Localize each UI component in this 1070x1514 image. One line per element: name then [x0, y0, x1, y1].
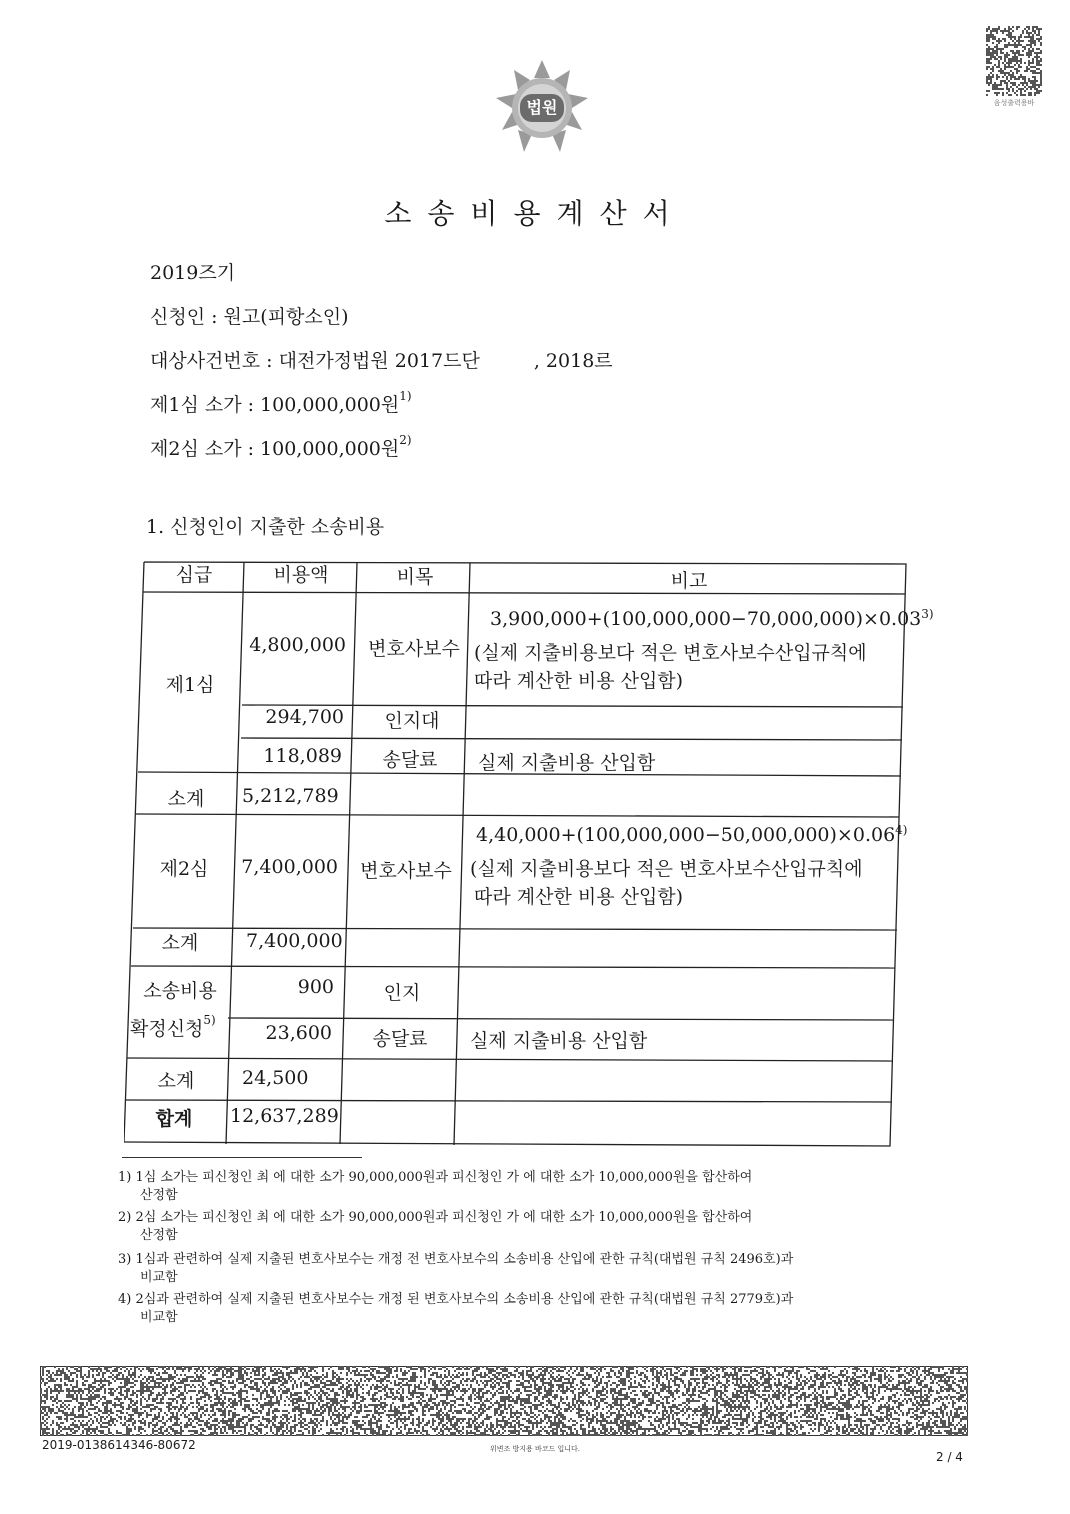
document-title: 소송비용계산서: [384, 197, 686, 230]
footnote-2-line2: 산정함: [140, 1228, 178, 1243]
first-fee-formula-text: 3,900,000+(100,000,000−70,000,000)×0.03: [490, 608, 922, 630]
first-fee-note-line3: 따라 계산한 비용 산입함): [474, 670, 684, 692]
confirm-postage-item: 송달료: [372, 1028, 428, 1050]
first-fee-note-formula: [490, 608, 934, 630]
total-label: 합계: [155, 1108, 193, 1130]
second-fee-amount: 7,400,000: [241, 856, 338, 878]
footnote-3-line1: 3) 1심과 관련하여 실제 지출된 변호사보수는 개정 전 변호사보수의 소송비용 산입에 관한 규칙(대법원 규칙 2496호)과: [118, 1252, 794, 1267]
applicant-line: 신청인 : 원고(피항소인): [150, 306, 349, 328]
second-instance-value: [150, 434, 412, 461]
first-fee-amount: 4,800,000: [249, 634, 346, 656]
confirm-postage-amount: 23,600: [265, 1022, 332, 1044]
seal-label: 법원: [520, 94, 564, 122]
qr-caption: 음성출력용바: [993, 99, 1035, 107]
footnote-ref-5: 5): [203, 1013, 216, 1027]
target-case-line: [150, 346, 613, 373]
court-seal: [490, 58, 594, 158]
footnote-4-line2: 비교함: [140, 1310, 178, 1325]
header-instance: 심급: [175, 564, 213, 586]
second-subtotal-amount: 7,400,000: [246, 930, 343, 952]
page-number: 2 / 4: [936, 1450, 963, 1464]
footnote-2-line1: 2) 2심 소가는 피신청인 최 에 대한 소가 90,000,000원과 피신청인 가 에 대한 소가 10,000,000원을 합산하여: [118, 1210, 753, 1225]
confirm-stamp-item: 인지: [383, 982, 421, 1004]
anti-forgery-barcode: [40, 1366, 968, 1436]
footnote-3-line2: 비교함: [140, 1270, 178, 1285]
confirm-subtotal-amount: 24,500: [242, 1067, 309, 1089]
document-id: 2019-0138614346-80672: [42, 1438, 196, 1452]
barcode-caption: 위변조 방지용 바코드 입니다.: [489, 1445, 581, 1453]
header-item: 비목: [396, 566, 434, 588]
first-instance-value-text: 제1심 소가 : 100,000,000원: [150, 394, 400, 416]
header-amount: 비용액: [273, 564, 329, 586]
qr-code: [986, 26, 1042, 96]
header-remarks: 비고: [670, 570, 708, 592]
footnote-1-line1: 1) 1심 소가는 피신청인 최 에 대한 소가 90,000,000원과 피신청인 가 에 대한 소가 10,000,000원을 합산하여: [118, 1170, 753, 1185]
second-instance-label: 제2심: [159, 858, 209, 880]
first-instance-label: 제1심: [165, 674, 215, 696]
second-fee-formula-text: 4,40,000+(100,000,000−50,000,000)×0.06: [476, 824, 896, 846]
first-fee-note-line2: (실제 지출비용보다 적은 변호사보수산입규칙에: [474, 642, 867, 664]
total-amount: 12,637,289: [230, 1105, 339, 1127]
footnote-ref-4: 4): [895, 823, 908, 837]
section-heading: 1. 신청인이 지출한 소송비용: [146, 516, 385, 538]
first-instance-value: [150, 390, 412, 417]
confirm-label-line2: [130, 1014, 216, 1041]
case-number: 2019즈기: [150, 262, 236, 284]
cost-table: [124, 552, 934, 1148]
footnote-rule: [122, 1157, 362, 1158]
first-stamp-amount: 294,700: [265, 706, 344, 728]
footnote-ref-3: 3): [921, 607, 934, 621]
footnote-1-line2: 산정함: [140, 1188, 178, 1203]
confirm-subtotal-label: 소계: [157, 1070, 195, 1092]
first-subtotal-label: 소계: [167, 788, 205, 810]
first-stamp-item: 인지대: [384, 710, 440, 732]
target-case-suffix: , 2018르: [533, 350, 613, 372]
first-fee-item: 변호사보수: [368, 638, 460, 660]
first-postage-note: 실제 지출비용 산입함: [478, 752, 656, 774]
target-case-prefix: 대상사건번호 : 대전가정법원 2017드단: [150, 350, 480, 372]
first-subtotal-amount: 5,212,789: [242, 785, 339, 807]
second-subtotal-label: 소계: [161, 932, 199, 954]
confirm-postage-note: 실제 지출비용 산입함: [470, 1030, 648, 1052]
first-postage-amount: 118,089: [263, 745, 342, 767]
confirm-label-text: 확정신청: [130, 1018, 204, 1040]
footnote-4-line1: 4) 2심과 관련하여 실제 지출된 변호사보수는 개정 된 변호사보수의 소송비용 산입에 관한 규칙(대법원 규칙 2779호)과: [118, 1292, 794, 1307]
second-fee-note-line3: 따라 계산한 비용 산입함): [474, 886, 684, 908]
confirm-label-line1: 소송비용: [143, 980, 217, 1002]
second-fee-note-line2: (실제 지출비용보다 적은 변호사보수산입규칙에: [470, 858, 863, 880]
first-postage-item: 송달료: [382, 749, 438, 771]
second-fee-note-formula: [476, 824, 908, 846]
second-fee-item: 변호사보수: [360, 860, 452, 882]
footnote-ref-1: 1): [399, 389, 412, 403]
confirm-stamp-amount: 900: [297, 976, 334, 998]
footnote-ref-2: 2): [399, 433, 412, 447]
second-instance-value-text: 제2심 소가 : 100,000,000원: [150, 438, 400, 460]
